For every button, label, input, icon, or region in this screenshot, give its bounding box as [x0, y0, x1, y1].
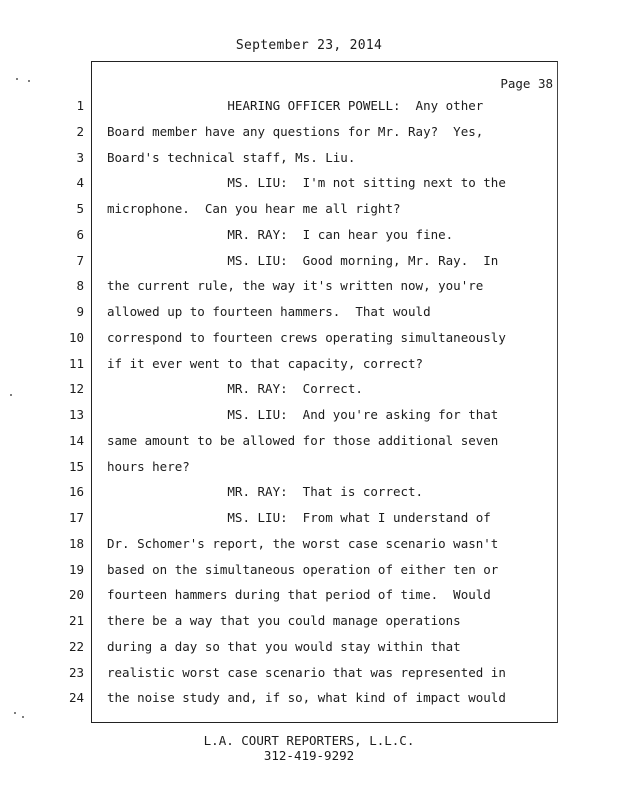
scan-speck [10, 394, 12, 396]
footer-company: L.A. COURT REPORTERS, L.L.C. [203, 733, 415, 748]
line-number: 24 [68, 690, 84, 706]
line-number: 13 [68, 407, 84, 422]
footer-phone: 312-419-9292 [263, 748, 355, 763]
transcript-line: HEARING OFFICER POWELL: Any other [107, 98, 484, 113]
page-number: Page 38 [500, 76, 553, 91]
line-number: 11 [68, 355, 84, 371]
transcript-line: MR. RAY: Correct. [107, 381, 363, 397]
line-number: 2 [76, 123, 84, 139]
page-header-date: September 23, 2014 [235, 38, 383, 53]
transcript-text [107, 93, 552, 711]
transcript-line: same amount to be allowed for those additional seven [107, 432, 499, 448]
line-number: 21 [68, 613, 84, 628]
transcript-line: if it ever went to that capacity, correct? [107, 355, 424, 371]
line-number: 1 [76, 98, 84, 113]
scan-speck [16, 78, 18, 80]
transcript-line: MS. LIU: I'm not sitting next to the [107, 175, 506, 191]
transcript-line: MR. RAY: That is correct. [107, 484, 424, 500]
transcript-line: Dr. Schomer's report, the worst case scenario wasn't [107, 535, 499, 551]
line-number: 8 [76, 278, 84, 294]
line-number-column [60, 93, 84, 711]
scan-speck [28, 80, 30, 82]
transcript-line: Board's technical staff, Ms. Liu. [107, 149, 356, 165]
line-number: 14 [68, 432, 84, 448]
line-number: 7 [76, 252, 84, 268]
line-number: 10 [68, 329, 84, 345]
transcript-line: MS. LIU: Good morning, Mr. Ray. In [107, 252, 499, 268]
scan-speck [22, 716, 24, 718]
line-number: 12 [68, 381, 84, 397]
transcript-line: hours here? [107, 458, 190, 474]
transcript-line: MS. LIU: From what I understand of [107, 510, 491, 525]
line-number: 3 [76, 149, 84, 165]
line-number: 19 [68, 561, 84, 577]
transcript-line: during a day so that you would stay within that [107, 638, 461, 654]
transcript-line: microphone. Can you hear me all right? [107, 201, 401, 216]
line-number: 20 [68, 587, 84, 603]
transcript-line: the current rule, the way it's written now, you're [107, 278, 484, 294]
line-number: 15 [68, 458, 84, 474]
transcript-line: fourteen hammers during that period of time. Would [107, 587, 491, 603]
line-number: 18 [68, 535, 84, 551]
line-number: 9 [76, 304, 84, 319]
line-number: 5 [76, 201, 84, 216]
transcript-line: realistic worst case scenario that was represented in [107, 664, 506, 680]
line-number: 6 [76, 226, 84, 242]
scan-speck [14, 712, 16, 714]
page-footer [0, 733, 618, 763]
transcript-line: there be a way that you could manage operations [107, 613, 461, 628]
transcript-line: allowed up to fourteen hammers. That would [107, 304, 431, 319]
line-number: 4 [76, 175, 84, 191]
transcript-line: MR. RAY: I can hear you fine. [107, 226, 454, 242]
line-number: 23 [68, 664, 84, 680]
transcript-line: based on the simultaneous operation of either ten or [107, 561, 499, 577]
line-number: 16 [68, 484, 84, 500]
transcript-line: Board member have any questions for Mr. Ray? Yes, [107, 123, 484, 139]
transcript-line: the noise study and, if so, what kind of impact would [107, 690, 506, 706]
line-number: 17 [68, 510, 84, 525]
line-number: 22 [68, 638, 84, 654]
transcript-line: correspond to fourteen crews operating simultaneously [107, 329, 506, 345]
transcript-line: MS. LIU: And you're asking for that [107, 407, 499, 422]
